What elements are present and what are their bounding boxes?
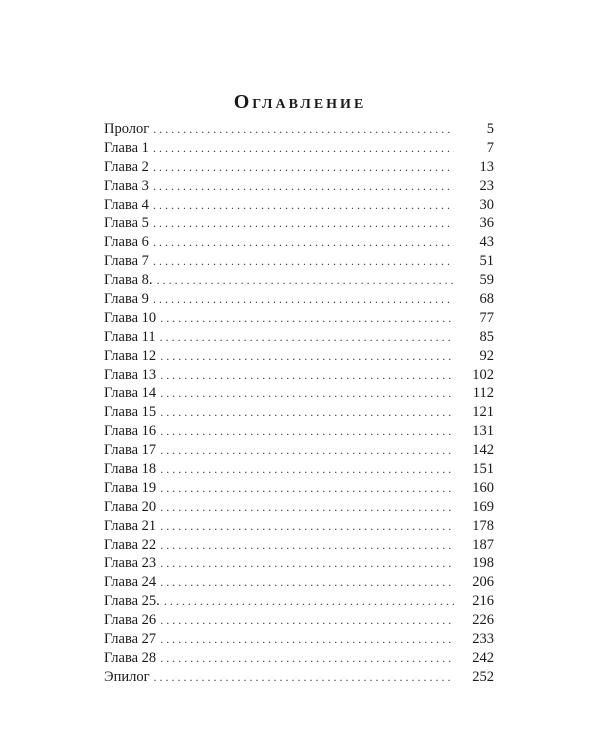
toc-entry-label: Глава 5 (104, 215, 149, 232)
toc-entry[interactable] (104, 460, 494, 479)
toc-dot-leader (154, 668, 454, 687)
toc-entry-page-number: 85 (479, 328, 494, 345)
toc-entry[interactable] (104, 384, 494, 403)
toc-entry[interactable] (104, 120, 494, 139)
toc-entry-page-number: 178 (472, 517, 494, 534)
toc-dot-leader (160, 479, 454, 498)
toc-entry-page-number: 30 (479, 196, 494, 213)
toc-entry-label: Глава 25. (104, 593, 160, 610)
toc-dot-leader (160, 384, 454, 403)
toc-entry-label: Глава 19 (104, 479, 157, 496)
toc-entry-page-number: 226 (472, 612, 494, 629)
toc-entry[interactable] (104, 177, 494, 196)
toc-entry-page-number: 68 (479, 291, 494, 308)
toc-entry[interactable] (104, 517, 494, 536)
toc-entry-label: Глава 10 (104, 309, 157, 326)
toc-entry-label: Глава 11 (104, 328, 156, 345)
toc-entry-page-number: 43 (479, 234, 494, 251)
toc-entry[interactable] (104, 668, 494, 687)
toc-entry-label: Глава 21 (104, 517, 157, 534)
toc-entry[interactable] (104, 271, 494, 290)
toc-dot-leader (153, 290, 454, 309)
toc-entry-page-number: 77 (479, 309, 494, 326)
toc-entry-label: Глава 9 (104, 291, 149, 308)
toc-entry-label: Глава 14 (104, 385, 157, 402)
toc-dot-leader (153, 214, 454, 233)
toc-dot-leader (160, 649, 454, 668)
toc-entry-label: Глава 8. (104, 272, 153, 289)
toc-entry-label: Глава 16 (104, 423, 157, 440)
toc-entry[interactable] (104, 573, 494, 592)
toc-entry[interactable] (104, 403, 494, 422)
toc-dot-leader (160, 460, 454, 479)
toc-entry-page-number: 112 (472, 385, 494, 402)
toc-dot-leader (153, 158, 454, 177)
toc-dot-leader (160, 554, 454, 573)
toc-entry-page-number: 51 (479, 253, 494, 270)
toc-entry-label: Глава 22 (104, 536, 157, 553)
toc-entry-label: Глава 28 (104, 649, 157, 666)
toc-dot-leader (160, 366, 454, 385)
toc-entry[interactable] (104, 592, 494, 611)
toc-entry[interactable] (104, 139, 494, 158)
toc-entry-page-number: 59 (479, 272, 494, 289)
toc-dot-leader (153, 252, 454, 271)
toc-entry-label: Глава 26 (104, 612, 157, 629)
toc-entry-label: Глава 3 (104, 177, 149, 194)
toc-entry-page-number: 198 (472, 555, 494, 572)
toc-entry-page-number: 13 (479, 158, 494, 175)
toc-entry-label: Глава 13 (104, 366, 157, 383)
toc-entry[interactable] (104, 441, 494, 460)
toc-entry[interactable] (104, 649, 494, 668)
toc-entry[interactable] (104, 309, 494, 328)
toc-dot-leader (160, 517, 454, 536)
toc-dot-leader (160, 422, 454, 441)
toc-dot-leader (153, 120, 454, 139)
toc-entry-page-number: 252 (472, 668, 494, 685)
toc-dot-leader (160, 441, 454, 460)
toc-dot-leader (160, 630, 454, 649)
toc-entry-page-number: 102 (472, 366, 494, 383)
toc-entry[interactable] (104, 252, 494, 271)
toc-entry-label: Эпилог (104, 668, 150, 685)
toc-entry[interactable] (104, 214, 494, 233)
toc-entry-page-number: 92 (479, 347, 494, 364)
toc-entry-page-number: 142 (472, 442, 494, 459)
toc-entry-label: Глава 6 (104, 234, 149, 251)
toc-dot-leader (160, 611, 454, 630)
toc-entry[interactable] (104, 233, 494, 252)
toc-entry-page-number: 121 (472, 404, 494, 421)
toc-dot-leader (164, 592, 454, 611)
toc-entry[interactable] (104, 611, 494, 630)
toc-dot-leader (153, 139, 454, 158)
toc-entry-label: Глава 18 (104, 461, 157, 478)
toc-entry-page-number: 7 (486, 139, 494, 156)
toc-entry-page-number: 187 (472, 536, 494, 553)
toc-entry[interactable] (104, 479, 494, 498)
toc-dot-leader (160, 403, 454, 422)
toc-entry-label: Глава 1 (104, 139, 149, 156)
toc-entry-page-number: 5 (486, 121, 494, 137)
toc-entry-label: Глава 24 (104, 574, 157, 591)
toc-entry[interactable] (104, 290, 494, 309)
toc-entry[interactable] (104, 347, 494, 366)
toc-entry[interactable] (104, 630, 494, 649)
toc-entry-page-number: 151 (472, 461, 494, 478)
toc-entry-page-number: 160 (472, 479, 494, 496)
toc-dot-leader (160, 573, 454, 592)
toc-dot-leader (157, 271, 454, 290)
toc-entry-label: Глава 20 (104, 498, 157, 515)
toc-entry-label: Глава 12 (104, 347, 157, 364)
toc-entry-page-number: 131 (472, 423, 494, 440)
toc-dot-leader (160, 328, 454, 347)
toc-entry-label: Глава 27 (104, 631, 157, 648)
toc-dot-leader (153, 196, 454, 215)
page-title: Оглавление (233, 91, 367, 114)
toc-entry-page-number: 23 (479, 177, 494, 194)
toc-entry-page-number: 206 (472, 574, 494, 591)
toc-entry[interactable] (104, 158, 494, 177)
toc-entry-label: Глава 2 (104, 158, 149, 175)
toc-dot-leader (160, 309, 454, 328)
toc-entry[interactable] (104, 422, 494, 441)
toc-entry-label: Глава 7 (104, 253, 149, 270)
toc-dot-leader (160, 347, 454, 366)
toc-dot-leader (160, 536, 454, 555)
toc-entry[interactable] (104, 328, 494, 347)
toc-entry-page-number: 242 (472, 649, 494, 666)
toc-entry[interactable] (104, 498, 494, 517)
toc-dot-leader (153, 233, 454, 252)
toc-entry-page-number: 36 (479, 215, 494, 232)
toc-entry-label: Глава 4 (104, 196, 149, 213)
toc-entry-label: Глава 15 (104, 404, 157, 421)
toc-dot-leader (153, 177, 454, 196)
table-of-contents (104, 120, 494, 687)
toc-entry[interactable] (104, 536, 494, 555)
toc-entry[interactable] (104, 196, 494, 215)
toc-entry[interactable] (104, 366, 494, 385)
toc-entry-label: Глава 23 (104, 555, 157, 572)
toc-dot-leader (160, 498, 454, 517)
toc-entry-label: Пролог (104, 121, 150, 137)
toc-entry-page-number: 233 (472, 631, 494, 648)
toc-entry-label: Глава 17 (104, 442, 157, 459)
toc-entry[interactable] (104, 554, 494, 573)
toc-entry-page-number: 216 (472, 593, 494, 610)
toc-entry-page-number: 169 (472, 498, 494, 515)
